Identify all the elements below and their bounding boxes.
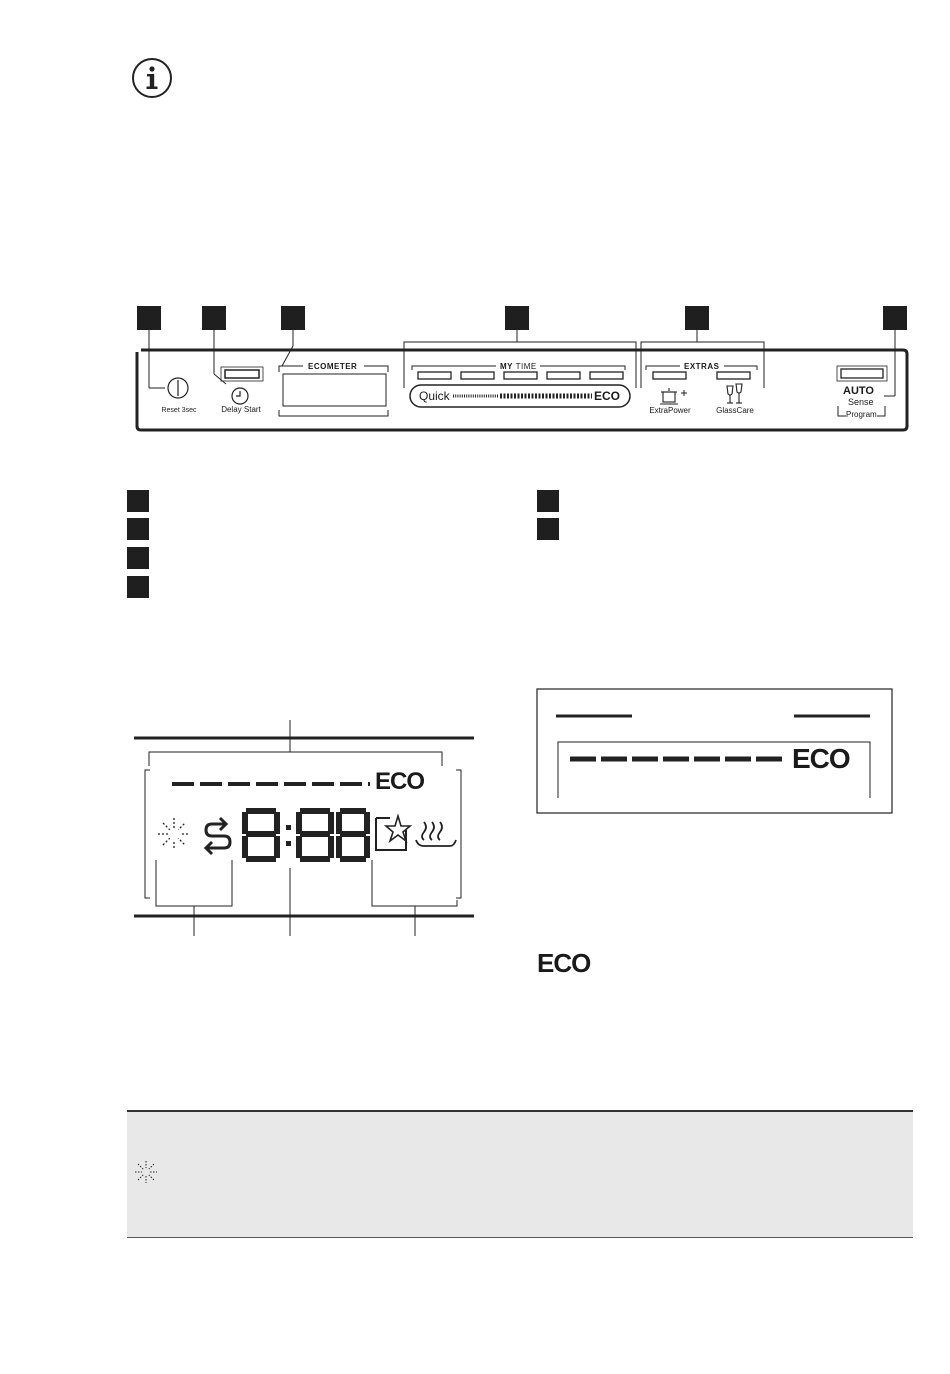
quick-label: Quick: [419, 389, 450, 403]
delay-start-label: Delay Start: [221, 405, 261, 414]
sense-label: Sense: [848, 397, 874, 407]
legend-box-1: [127, 490, 149, 512]
mytime-label-rest: TIME: [513, 362, 537, 371]
auto-label: AUTO: [843, 385, 874, 397]
legend-box-2: [127, 518, 149, 540]
table-row: [127, 1151, 913, 1238]
eco-standalone: ECO: [537, 948, 591, 978]
display-eco-label: ECO: [375, 768, 425, 795]
extrapower-label: ExtraPower: [649, 406, 691, 415]
legend-box-4: [127, 576, 149, 598]
mytime-label-bold: MY: [500, 362, 513, 371]
info-icon: [131, 57, 173, 99]
program-label: Program: [846, 410, 877, 419]
glasscare-label: GlassCare: [716, 406, 754, 415]
control-panel: [0, 300, 950, 500]
display-diagram: [128, 718, 488, 938]
panel-eco-label: ECO: [594, 389, 621, 403]
table-header: [127, 1110, 913, 1153]
legend-box-3: [127, 547, 149, 569]
reset-label: Reset 3sec: [161, 407, 197, 414]
extras-label: EXTRAS: [684, 362, 720, 371]
mytime-label: [500, 362, 537, 371]
legend-box-5: [537, 490, 559, 512]
ecometer-label: ECOMETER: [308, 362, 358, 371]
rinse-aid-sparkle-icon: [132, 1158, 162, 1188]
ecometer-display-eco-label: ECO: [792, 743, 850, 774]
legend-box-6: [537, 518, 559, 540]
